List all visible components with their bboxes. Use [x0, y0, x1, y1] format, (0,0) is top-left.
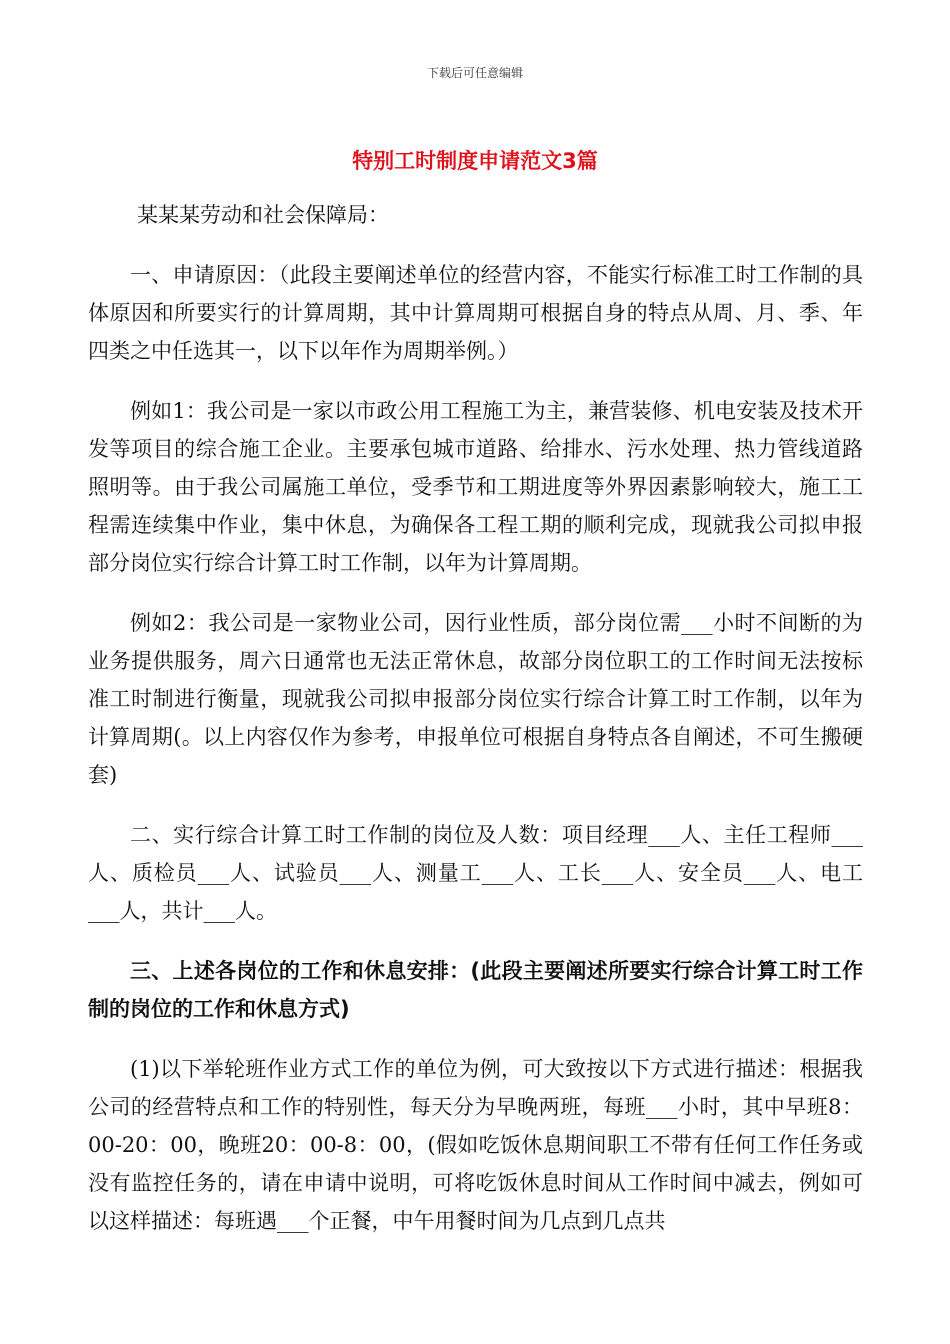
paragraph-shift-example: (1)以下举轮班作业方式工作的单位为例，可大致按以下方式进行描述：根据我公司的经营特点和工作的特别性，每天分为早晚两班，每班___小时，其中早班8：00-20：00，晚班20：00-8：00，(假如吃饭休息期间职工不带有任何工作任务或没有监控任务的，请在申请中说明，可将吃饭休息时间从工作时间中减去，例如可以这样描述：每班遇___个正餐，中午用餐时间为几点到几点共 — [88, 1057, 863, 1233]
paragraph-example-1: 例如1：我公司是一家以市政公用工程施工为主，兼营装修、机电安装及技术开发等项目的综合施工企业。主要承包城市道路、给排水、污水处理、热力管线道路照明等。由于我公司属施工单位，受季节和工期进度等外界因素影响较大，施工工程需连续集中作业，集中休息，为确保各工程工期的顺利完成，现就我公司拟申报部分岗位实行综合计算工时工作制，以年为计算周期。 — [88, 399, 863, 575]
salutation: 某某某劳动和社会保障局： — [137, 203, 389, 227]
page-header-note: 下载后可任意编辑 — [426, 66, 523, 80]
document-title: 特别工时制度申请范文3篇 — [352, 149, 598, 173]
paragraph-application-reason: 一、申请原因：（此段主要阐述单位的经营内容，不能实行标准工时工作制的具体原因和所要实行的计算周期，其中计算周期可根据自身的特点从周、月、季、年四类之中任选其一，以下以年作为周期举例。） — [88, 263, 863, 363]
paragraph-example-2: 例如2：我公司是一家物业公司，因行业性质，部分岗位需___小时不间断的为业务提供服务，周六日通常也无法正常休息，故部分岗位职工的工作时间无法按标准工时制进行衡量，现就我公司拟申报部分岗位实行综合计算工时工作制，以年为计算周期(。以上内容仅作为参考，申报单位可根据自身特点各自阐述，不可生搬硬套) — [88, 611, 863, 787]
paragraph-positions-headcount: 二、实行综合计算工时工作制的岗位及人数：项目经理___人、主任工程师___人、质检员___人、试验员___人、测量工___人、工长___人、安全员___人、电工___人，共计___人。 — [88, 823, 863, 923]
heading-work-rest-arrangement: 三、上述各岗位的工作和休息安排：(此段主要阐述所要实行综合计算工时工作制的岗位的工作和休息方式) — [88, 959, 863, 1021]
document-body — [88, 196, 863, 1262]
